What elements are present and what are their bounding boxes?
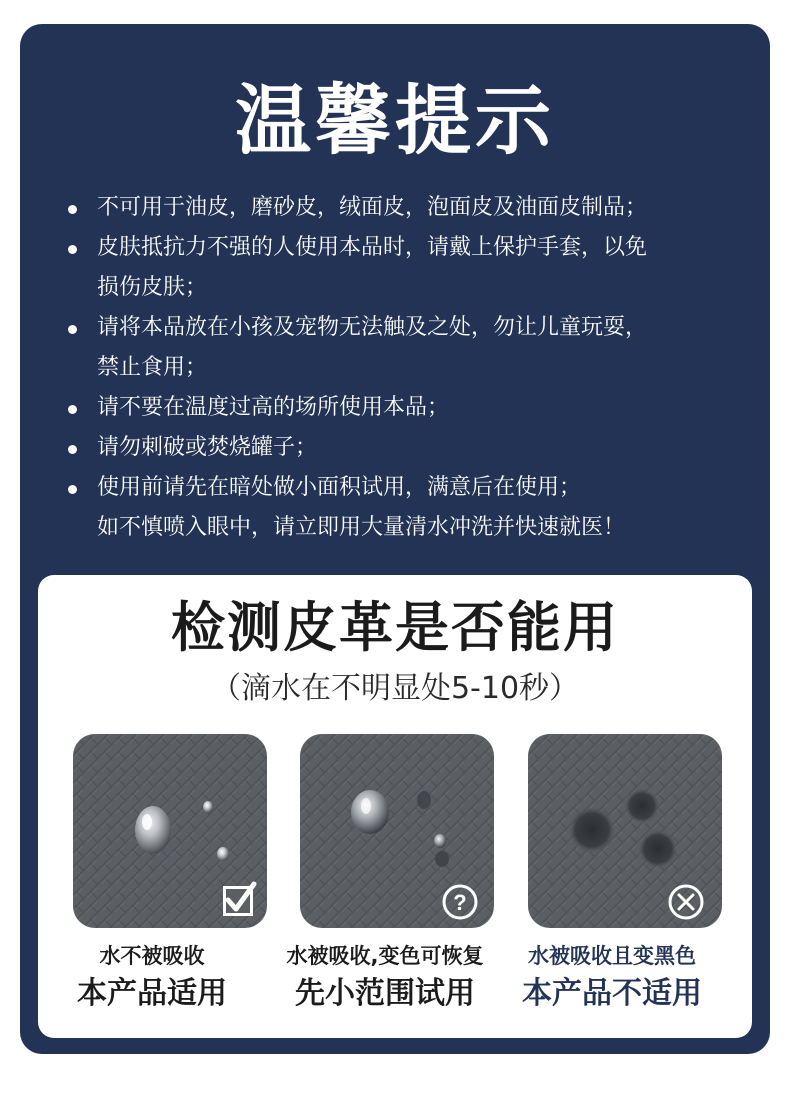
bullet-icon xyxy=(68,405,77,414)
page-title: 温馨提示 xyxy=(235,76,555,165)
tip-line: 禁止食用； xyxy=(97,355,208,380)
tip-line: 请勿刺破或焚烧罐子； xyxy=(97,435,318,460)
question-icon: ? xyxy=(453,890,467,915)
test-title: 检测皮革是否能用 xyxy=(171,596,619,659)
sample-caption: 水不被吸收 xyxy=(99,944,205,968)
bullet-icon xyxy=(68,325,77,334)
tip-item xyxy=(60,468,740,548)
tip-line: 请不要在温度过高的场所使用本品； xyxy=(97,395,450,420)
tip-line: 损伤皮肤； xyxy=(97,275,208,300)
warm-tips-card xyxy=(20,24,770,1054)
sample-result: 先小范围试用 xyxy=(295,976,475,1011)
tip-line: 如不慎喷入眼中，请立即用大量清水冲洗并快速就医！ xyxy=(97,515,626,540)
tip-line: 不可用于油皮，磨砂皮，绒面皮，泡面皮及油面皮制品； xyxy=(97,195,648,220)
tip-line: 使用前请先在暗处做小面积试用，满意后在使用； xyxy=(97,475,582,500)
sample-caption: 水被吸收,变色可恢复 xyxy=(286,944,484,968)
leather-sample-image xyxy=(300,734,494,928)
sample-caption: 水被吸收且变黑色 xyxy=(528,944,696,968)
tip-line: 皮肤抵抗力不强的人使用本品时，请戴上保护手套，以免 xyxy=(97,235,648,260)
tip-item xyxy=(60,228,740,308)
sample-result: 本产品适用 xyxy=(77,976,227,1011)
test-subtitle: （滴水在不明显处5-10秒） xyxy=(210,671,580,706)
tips-list xyxy=(60,188,740,548)
sample-result: 本产品不适用 xyxy=(522,976,702,1011)
tip-item xyxy=(60,428,740,468)
tip-item xyxy=(60,188,740,228)
bullet-icon xyxy=(68,485,77,494)
bullet-icon xyxy=(68,245,77,254)
tip-item xyxy=(60,388,740,428)
leather-sample-image xyxy=(73,734,267,928)
tip-line: 请将本品放在小孩及宠物无法触及之处，勿让儿童玩耍， xyxy=(97,315,648,340)
leather-sample-image xyxy=(528,734,722,928)
bullet-icon xyxy=(68,205,77,214)
tip-item xyxy=(60,308,740,388)
leather-test-panel xyxy=(38,575,752,1038)
bullet-icon xyxy=(68,445,77,454)
